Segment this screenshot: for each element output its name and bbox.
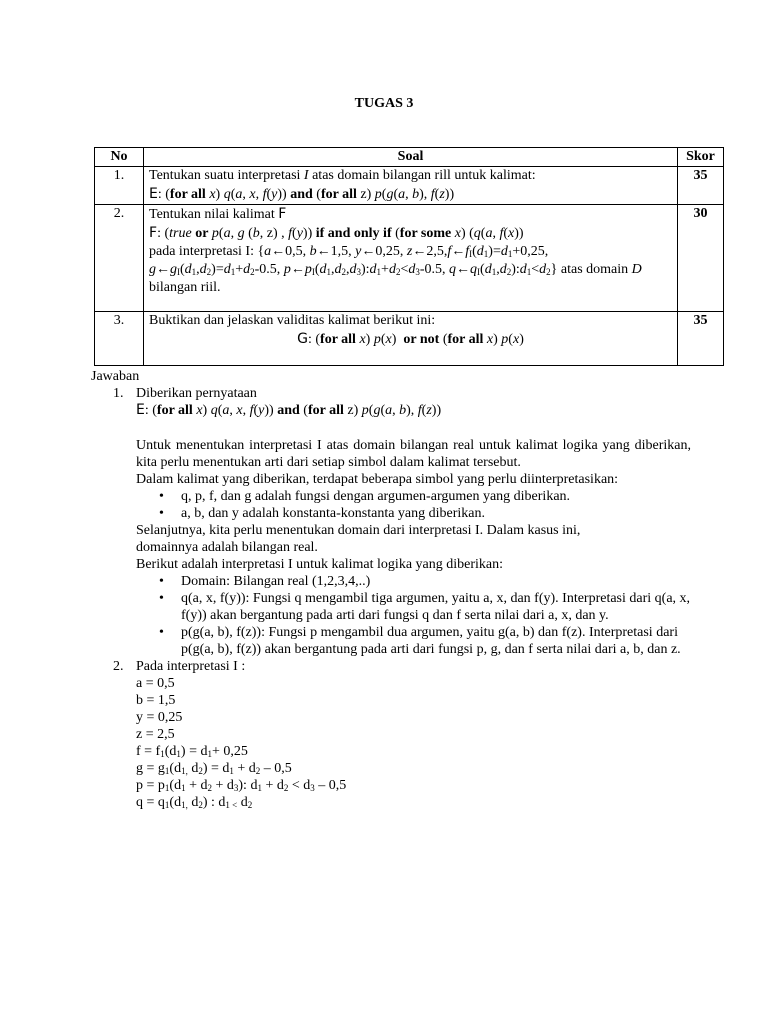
table-row bbox=[95, 205, 724, 312]
assignment-line: $p = p_1(d_1 + d_2 + d_3)$: $d_1 + d_2 < d_3 - 0,5$ bbox=[136, 778, 347, 793]
page-title: TUGAS 3 bbox=[354, 96, 414, 111]
interpretation-line-1: pada interpretasi I: {a←0,5, b←1,5, y←0,25, $z\leftarrow 2,5,f\leftarrow f_I(d_1)=d_1+0,25$, bbox=[149, 244, 549, 259]
assignment-line: y = 0,25 bbox=[136, 710, 183, 725]
question-table bbox=[94, 147, 724, 366]
paragraph: Untuk menentukan interpretasi I atas domain bilangan real untuk kalimat logika yang diberikan, kita perlu menentukan arti dari setiap simbol dalam kalimat tersebut. bbox=[136, 438, 691, 470]
question-intro: Tentukan nilai kalimat F bbox=[149, 206, 287, 222]
header-skor: Skor bbox=[678, 148, 724, 167]
table-header-row bbox=[95, 148, 724, 167]
bullet-list bbox=[136, 488, 691, 522]
header-soal: Soal bbox=[144, 148, 678, 167]
assignment-line: a = 0,5 bbox=[136, 676, 175, 691]
interpretation-line-3: bilangan riil. bbox=[149, 280, 221, 295]
list-item bbox=[136, 488, 691, 505]
score-value: 35 bbox=[678, 167, 724, 205]
answer-heading: Jawaban bbox=[91, 369, 140, 384]
score-value: 35 bbox=[678, 312, 724, 366]
question-formula: G: (for all x) p(x) or not (for all x) p(x) bbox=[297, 331, 524, 347]
assignment-line: $g = g_1(d_{1,}$ $d_2) = d_1 + d_2 - 0,5$ bbox=[136, 761, 292, 776]
item-lead: Pada interpretasi I : bbox=[136, 659, 246, 674]
list-item-text: p(g(a, b), f(z)): Fungsi p mengambil dua argumen, yaitu g(a, b) dan f(z). Interpretasi dari p(g(a, b), f(z)) akan bergantung pada arti dari fungsi p, g, dan f serta nilai dari a, b, dan z. bbox=[181, 625, 681, 657]
spacer bbox=[136, 419, 691, 437]
list-item-text: a, b, dan y adalah konstanta-konstanta yang diberikan. bbox=[181, 506, 486, 521]
row-number: 1. bbox=[95, 167, 144, 205]
list-item bbox=[136, 573, 691, 590]
list-item bbox=[136, 505, 691, 522]
bullet-icon: • bbox=[159, 506, 164, 521]
assignment-line: b = 1,5 bbox=[136, 693, 176, 708]
answer-section bbox=[91, 368, 691, 811]
row-number: 3. bbox=[95, 312, 144, 366]
paragraph-line: Selanjutnya, kita perlu menentukan domain dari interpretasi I. Dalam kasus ini, bbox=[136, 523, 581, 538]
list-item bbox=[136, 590, 691, 624]
header-no: No bbox=[95, 148, 144, 167]
bullet-icon: • bbox=[159, 574, 164, 589]
interpretation-line-2: $g\leftarrow g_I(d_1,d_2)=d_1+d_2-0.5$, $p\leftarrow p_I(d_1,d_2,d_3):d_1+d_2<d_3-0.5$, $q\leftarrow q_I(d_1,d_2):d_1<d_2$} atas domain D bbox=[149, 262, 642, 277]
assignment-line: z = 2,5 bbox=[136, 727, 175, 742]
item-number: 1. bbox=[113, 386, 124, 401]
table-row bbox=[95, 312, 724, 366]
bullet-icon: • bbox=[159, 625, 164, 640]
bullet-icon: • bbox=[159, 489, 164, 504]
score-value: 30 bbox=[678, 205, 724, 312]
item-number: 2. bbox=[113, 659, 124, 674]
question-intro: Buktikan dan jelaskan validitas kalimat berikut ini: bbox=[149, 313, 436, 328]
paragraph: Berikut adalah interpretasi I untuk kalimat logika yang diberikan: bbox=[136, 557, 504, 572]
question-formula: F: (true or p(a, g (b, z) , f(y)) if and only if (for some x) (q(a, f(x)) bbox=[149, 225, 524, 241]
question-intro: Tentukan suatu interpretasi I atas domain bilangan rill untuk kalimat: bbox=[149, 168, 536, 183]
bullet-icon: • bbox=[159, 591, 164, 606]
paragraph-line: domainnya adalah bilangan real. bbox=[136, 540, 318, 555]
item-lead: Diberikan pernyataan bbox=[136, 386, 257, 401]
question-formula: E: (for all x) q(a, x, f(y)) and (for all z) p(g(a, b), f(z)) bbox=[149, 186, 455, 202]
list-item-text: q(a, x, f(y)): Fungsi q mengambil tiga argumen, yaitu a, x, dan f(y). Interpretasi dari q(a, x, f(y)) akan bergantung pada arti dari fungsi q dan f serta nilai dari a, x, dan y. bbox=[181, 591, 691, 623]
row-number: 2. bbox=[95, 205, 144, 312]
question-cell bbox=[144, 205, 678, 312]
assignment-line: $f = f_1(d_1) = d_1+ 0,25$ bbox=[136, 744, 248, 759]
list-item-text: Domain: Bilangan real (1,2,3,4,..) bbox=[181, 574, 371, 589]
question-cell bbox=[144, 167, 678, 205]
question-cell bbox=[144, 312, 678, 366]
table-row bbox=[95, 167, 724, 205]
answer-item-1 bbox=[91, 385, 691, 658]
list-item bbox=[136, 624, 691, 658]
item-formula: E: (for all x) q(a, x, f(y)) and (for all z) p(g(a, b), f(z)) bbox=[136, 402, 442, 418]
answer-item-2 bbox=[91, 658, 691, 811]
paragraph: Dalam kalimat yang diberikan, terdapat beberapa simbol yang perlu diinterpretasikan: bbox=[136, 472, 619, 487]
list-item-text: q, p, f, dan g adalah fungsi dengan argumen-argumen yang diberikan. bbox=[181, 489, 571, 504]
bullet-list bbox=[136, 573, 691, 658]
assignment-line: $q = q_1(d_{1,}$ $d_2$) : $d_{1 <}$ $d_2$ bbox=[136, 795, 253, 810]
